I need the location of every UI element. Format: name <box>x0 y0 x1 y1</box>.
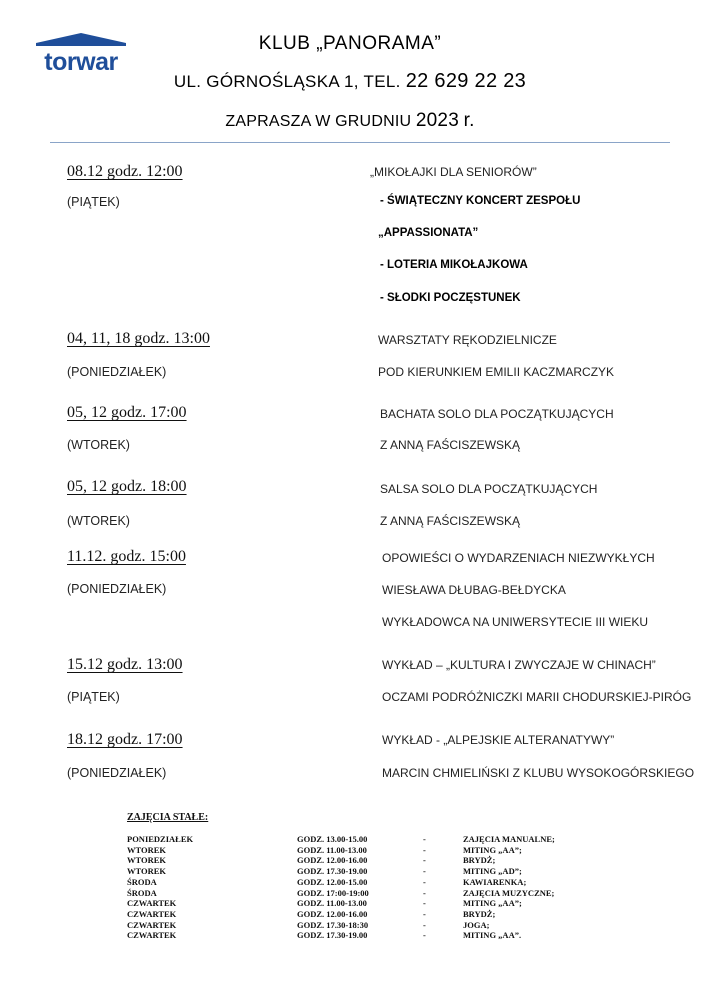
stale-table <box>127 834 555 941</box>
stale-hours-range: 12.00-15.00 <box>326 876 368 887</box>
event-date: 15.12 godz. 13:00 <box>67 656 183 673</box>
event-line: „MIKOŁAJKI DLA SENIORÓW” <box>370 165 537 179</box>
event-date: 18.12 godz. 17:00 <box>67 731 183 748</box>
stale-day: CZWARTEK <box>127 908 177 919</box>
stale-activity: JOGA; <box>463 919 490 930</box>
stale-day: ŚRODA <box>127 876 157 887</box>
stale-hours-range: 17.30-19.00 <box>326 866 368 877</box>
event-date: 05, 12 godz. 17:00 <box>67 404 187 421</box>
stale-row <box>127 855 555 866</box>
stale-dash: - <box>423 898 426 909</box>
stale-hours <box>297 855 423 866</box>
stale-hours <box>297 845 423 856</box>
stale-row <box>127 877 555 888</box>
event-line: WIESŁAWA DŁUBAG-BEŁDYCKA <box>382 583 566 597</box>
event-line: WYKŁAD - „ALPEJSKIE ALTERANATYWY” <box>382 733 615 747</box>
stale-dash: - <box>423 876 426 887</box>
event-line: BACHATA SOLO DLA POCZĄTKUJĄCYCH <box>380 407 614 421</box>
stale-dash: - <box>423 919 426 930</box>
stale-dash: - <box>423 887 426 898</box>
event-date: 08.12 godz. 12:00 <box>67 163 183 180</box>
stale-dash: - <box>423 844 426 855</box>
stale-hours <box>297 930 423 941</box>
stale-day: PONIEDZIAŁEK <box>127 834 194 844</box>
event-date: 04, 11, 18 godz. 13:00 <box>67 330 210 347</box>
year-suffix: r. <box>463 110 475 131</box>
stale-hours <box>297 920 423 931</box>
event-day: (WTOREK) <box>67 514 130 528</box>
stale-hours-label: GODZ. <box>297 876 325 887</box>
event-line: SALSA SOLO DLA POCZĄTKUJĄCYCH <box>380 482 598 496</box>
event-line: Z ANNĄ FAŚCISZEWSKĄ <box>380 514 521 528</box>
event-day: (PIĄTEK) <box>67 690 120 704</box>
stale-hours-range: 11.00-13.00 <box>326 898 367 909</box>
address-line <box>130 70 570 93</box>
address-text: UL. GÓRNOŚLĄSKA 1, TEL. <box>173 72 401 91</box>
event-line: Z ANNĄ FAŚCISZEWSKĄ <box>380 438 521 452</box>
stale-hours-range: 17.30-18:30 <box>326 919 369 930</box>
stale-row <box>127 909 555 920</box>
event-day: (PONIEDZIAŁEK) <box>67 582 167 596</box>
stale-activity: KAWIARENKA; <box>463 876 527 887</box>
stale-hours-label: GODZ. <box>297 930 325 941</box>
event-date: 11.12. godz. 15:00 <box>67 548 186 565</box>
stale-dash: - <box>423 908 426 919</box>
stale-row <box>127 888 555 899</box>
stale-dash: - <box>423 930 426 941</box>
event-line: OPOWIEŚCI O WYDARZENIACH NIEZWYKŁYCH <box>382 551 655 565</box>
event-line: - ŚWIĄTECZNY KONCERT ZESPOŁU <box>380 195 581 207</box>
stale-activity: MITING „AA”; <box>463 844 522 855</box>
stale-hours <box>297 909 423 920</box>
stale-row <box>127 834 555 845</box>
stale-hours-range: 13.00-15.00 <box>326 834 368 844</box>
stale-hours <box>297 877 423 888</box>
stale-activity: BRYDŻ; <box>463 908 496 919</box>
invite-text: ZAPRASZA W GRUDNIU <box>225 113 412 130</box>
stale-title: ZAJĘCIA STAŁE: <box>127 812 209 823</box>
stale-row <box>127 930 555 941</box>
stale-activity: MITING „AD”; <box>463 866 522 877</box>
stale-hours <box>297 834 423 845</box>
stale-hours-label: GODZ. <box>297 834 325 844</box>
stale-day: CZWARTEK <box>127 919 177 930</box>
stale-hours-range: 12.00-16.00 <box>326 908 368 919</box>
event-day: (PONIEDZIAŁEK) <box>67 766 167 780</box>
stale-hours <box>297 866 423 877</box>
event-line: MARCIN CHMIELIŃSKI Z KLUBU WYSOKOGÓRSKIEGO <box>382 766 695 780</box>
event-line: WARSZTATY RĘKODZIELNICZE <box>378 333 557 347</box>
stale-row <box>127 845 555 856</box>
stale-hours-label: GODZ. <box>297 919 325 930</box>
stale-hours-label: GODZ. <box>297 844 325 855</box>
stale-day: ŚRODA <box>127 887 157 898</box>
event-line: - LOTERIA MIKOŁAJKOWA <box>380 259 528 271</box>
stale-activity: BRYDŻ; <box>463 855 496 866</box>
event-line: WYKŁADOWCA NA UNIWERSYTECIE III WIEKU <box>382 615 649 629</box>
stale-hours-label: GODZ. <box>297 887 325 898</box>
stale-dash: - <box>423 855 426 866</box>
stale-hours-range: 12.00-16.00 <box>326 855 368 866</box>
header-divider <box>50 142 670 143</box>
stale-activity: ZAJĘCIA MANUALNE; <box>463 834 555 844</box>
event-line: POD KIERUNKIEM EMILII KACZMARCZYK <box>378 365 615 379</box>
invite-line <box>130 110 570 132</box>
stale-day: WTOREK <box>127 866 167 877</box>
stale-day: CZWARTEK <box>127 930 177 941</box>
event-line: - SŁODKI POCZĘSTUNEK <box>380 292 521 304</box>
phone-number: 22 629 22 23 <box>405 70 527 92</box>
event-day: (WTOREK) <box>67 438 130 452</box>
stale-day: WTOREK <box>127 844 167 855</box>
stale-hours-range: 17.30-19.00 <box>326 930 368 941</box>
stale-hours-label: GODZ. <box>297 898 325 909</box>
stale-dash: - <box>423 866 426 877</box>
event-day: (PIĄTEK) <box>67 195 120 209</box>
stale-dash: - <box>423 834 426 844</box>
stale-hours <box>297 888 423 899</box>
stale-activity: MITING „AA”; <box>463 898 522 909</box>
logo-text: torwar <box>44 48 118 74</box>
event-line: WYKŁAD – „KULTURA I ZWYCZAJE W CHINACH” <box>382 658 656 672</box>
stale-hours-label: GODZ. <box>297 908 325 919</box>
event-line: „APPASSIONATA” <box>378 227 479 239</box>
stale-hours-range: 11.00-13.00 <box>326 844 367 855</box>
stale-activity: ZAJĘCIA MUZYCZNE; <box>463 887 555 898</box>
stale-hours-range: 17:00-19:00 <box>326 887 369 898</box>
club-name: KLUB „PANORAMA” <box>258 33 442 54</box>
stale-hours-label: GODZ. <box>297 866 325 877</box>
event-line: OCZAMI PODRÓŻNICZKI MARII CHODURSKIEJ-PIRÓG <box>382 690 692 704</box>
stale-hours <box>297 898 423 909</box>
stale-day: CZWARTEK <box>127 898 177 909</box>
stale-day: WTOREK <box>127 855 167 866</box>
event-day: (PONIEDZIAŁEK) <box>67 365 167 379</box>
stale-row <box>127 898 555 909</box>
stale-hours-label: GODZ. <box>297 855 325 866</box>
event-date: 05, 12 godz. 18:00 <box>67 478 187 495</box>
stale-row <box>127 920 555 931</box>
torwar-logo <box>32 30 130 74</box>
stale-row <box>127 866 555 877</box>
stale-activity: MITING „AA”. <box>463 930 522 941</box>
year: 2023 <box>415 110 459 131</box>
